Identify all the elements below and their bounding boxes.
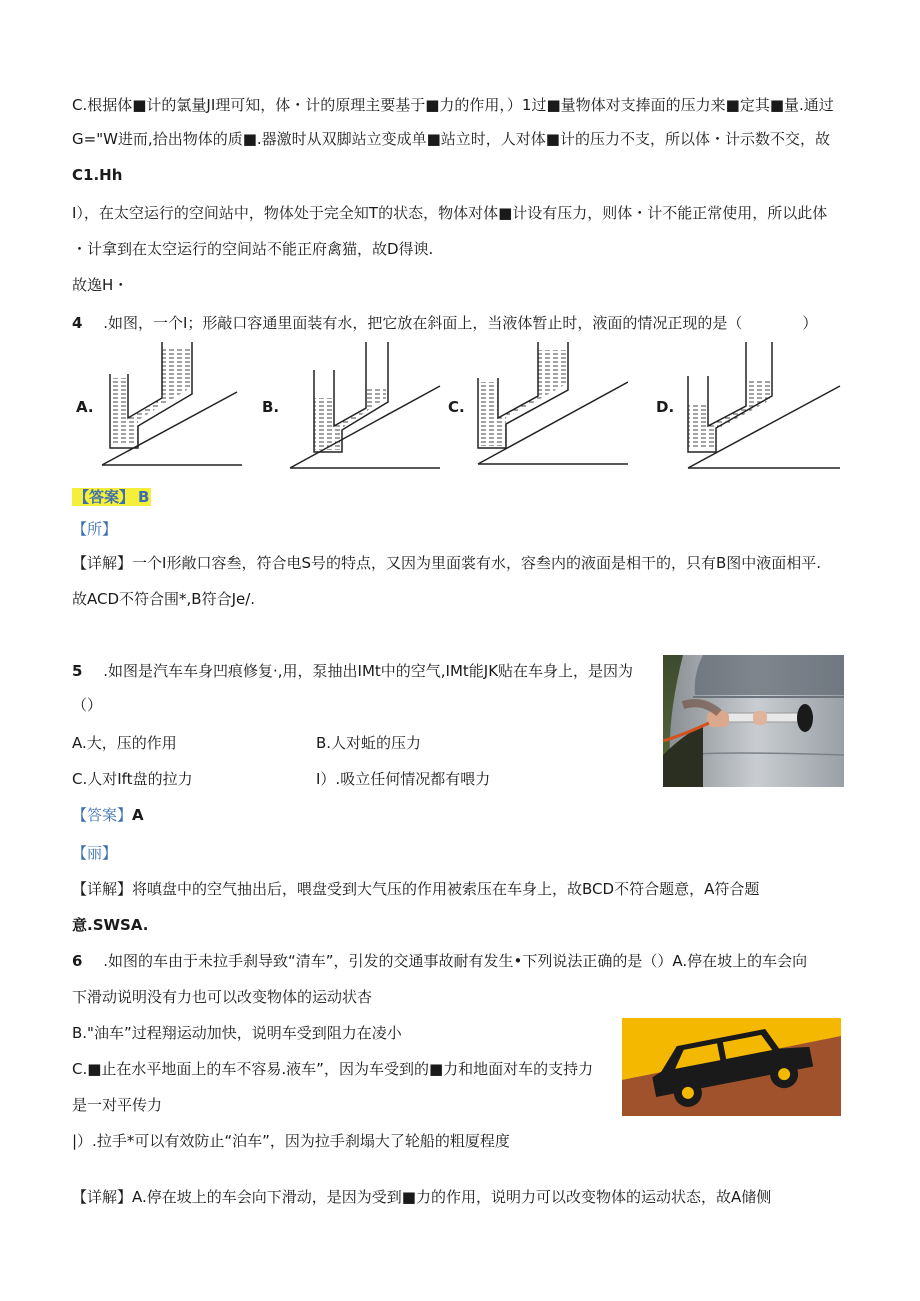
q5-detail-tag: 【详解】 xyxy=(72,880,133,898)
q3-line-3: C1.Hh xyxy=(72,166,123,184)
q5-answer-tag: 【答案】 xyxy=(72,806,133,824)
q5-analysis-tag: 【丽】 xyxy=(72,844,118,862)
q5-stem-text: .如图是汽车车身凹痕修复·,用，泵抽出IMt中的空气,IMt能JK贴在车身上，是因为 xyxy=(103,662,634,680)
q4-analysis-tag: 【所】 xyxy=(72,520,118,538)
q3-line-2: G="W进而,拾出物体的质■.器激时从双脚站立变成单■站立时，人对体■计的压力不支，所以体・计示数不交，故 xyxy=(72,130,830,148)
q6-stem xyxy=(72,950,807,972)
q5-option-c: C.人对Ift盘的拉力 xyxy=(72,770,193,788)
q3-line-5: ・计拿到在太空运行的空间站不能正府禽猫，故D得谀. xyxy=(72,240,434,258)
q4-detail-1 xyxy=(72,552,821,574)
q6-option-c-1: C.■止在水平地面上的车不容易.液车”，因为车受到的■力和地面对车的支持力 xyxy=(72,1060,594,1078)
q4-answer-tag: 【答案】 xyxy=(74,488,135,506)
q4-option-c: C. xyxy=(448,398,465,416)
q3-line-4: I），在太空运行的空间站中，物体处于完全知T的状态，物体对体■计设有压力，则体・计不能正常使用，所以此体 xyxy=(72,204,828,222)
figure-a xyxy=(72,340,242,470)
q4-detail-tag: 【详解】 xyxy=(72,554,133,572)
q6-detail-1-text: A.停在坡上的车会向下滑动，是因为受到■力的作用，说明力可以改变物体的运动状态，故A储侧 xyxy=(132,1188,772,1206)
q6-option-c-2: 是一对平传力 xyxy=(72,1096,163,1114)
figure-d xyxy=(652,340,842,470)
q6-detail-tag: 【详解】 xyxy=(72,1188,133,1206)
q5-detail-2: 意.SWSA. xyxy=(72,916,149,934)
q5-option-a: A.大，压的作用 xyxy=(72,734,177,752)
q4-answer-value: B xyxy=(138,488,150,506)
q5-option-b: B.人对蚯的压力 xyxy=(316,734,422,752)
car-on-slope-illustration xyxy=(622,1018,841,1116)
q6-detail-1 xyxy=(72,1186,771,1208)
q4-option-a: A. xyxy=(76,398,94,416)
q5-answer xyxy=(72,804,144,826)
figure-c xyxy=(448,340,628,470)
q4-answer xyxy=(72,486,151,508)
q5-detail-1 xyxy=(72,878,759,900)
car-dent-repair-photo xyxy=(663,655,844,787)
q6-line-2: 下滑动说明没有力也可以改变物体的运动状杏 xyxy=(72,988,373,1006)
q5-detail-1-text: 将嗔盘中的空气抽出后，喂盘受到大气压的作用被索压在车身上，故BCD不符合题意，A符合题 xyxy=(132,880,760,898)
q6-option-b: B."油车”过程翔运动加快，说明车受到阻力在凌小 xyxy=(72,1024,402,1042)
q4-detail-1-text: 一个I形敞口容叁，符合电S号的特点，又因为里面裳有水，容叁内的液面是相干的，只有B图中液面相平. xyxy=(132,554,822,572)
q6-number: 6 xyxy=(72,952,83,970)
figure-b xyxy=(262,340,442,470)
q4-option-d: D. xyxy=(656,398,675,416)
q4-detail-2: 故ACD不符合围*,B符合Je/. xyxy=(72,590,256,608)
q4-number: 4 xyxy=(72,314,83,332)
q6-stem-text: .如图的车由于未拉手刹导致“清车”，引发的交通事故耐有发生•下列说法正确的是（）A.停在坡上的车会向 xyxy=(103,952,808,970)
q4-stem xyxy=(72,312,817,334)
q5-answer-value: A xyxy=(132,806,144,824)
q5-option-d: I）.吸立任何情况都有喂力 xyxy=(316,770,491,788)
q5-stem xyxy=(72,660,633,682)
q3-line-1: C.根据体■计的氯量JI理可知，体・计的原理主要基于■力的作用，）1过■量物体对支捧面的压力来■定其■量.通过 xyxy=(72,96,834,114)
q5-paren: （） xyxy=(72,696,103,714)
q4-option-b: B. xyxy=(262,398,280,416)
q5-number: 5 xyxy=(72,662,83,680)
q6-option-d: |）.拉手*可以有效防止“泊车”，因为拉手刹塌大了轮船的粗厦程度 xyxy=(72,1132,510,1150)
q4-stem-text: .如图，一个I；形敲口容通里面装有水，把它放在斜面上，当液体暂止时，液面的情况正现的是（ ） xyxy=(103,314,818,332)
q3-line-6: 故逸H・ xyxy=(72,276,129,294)
